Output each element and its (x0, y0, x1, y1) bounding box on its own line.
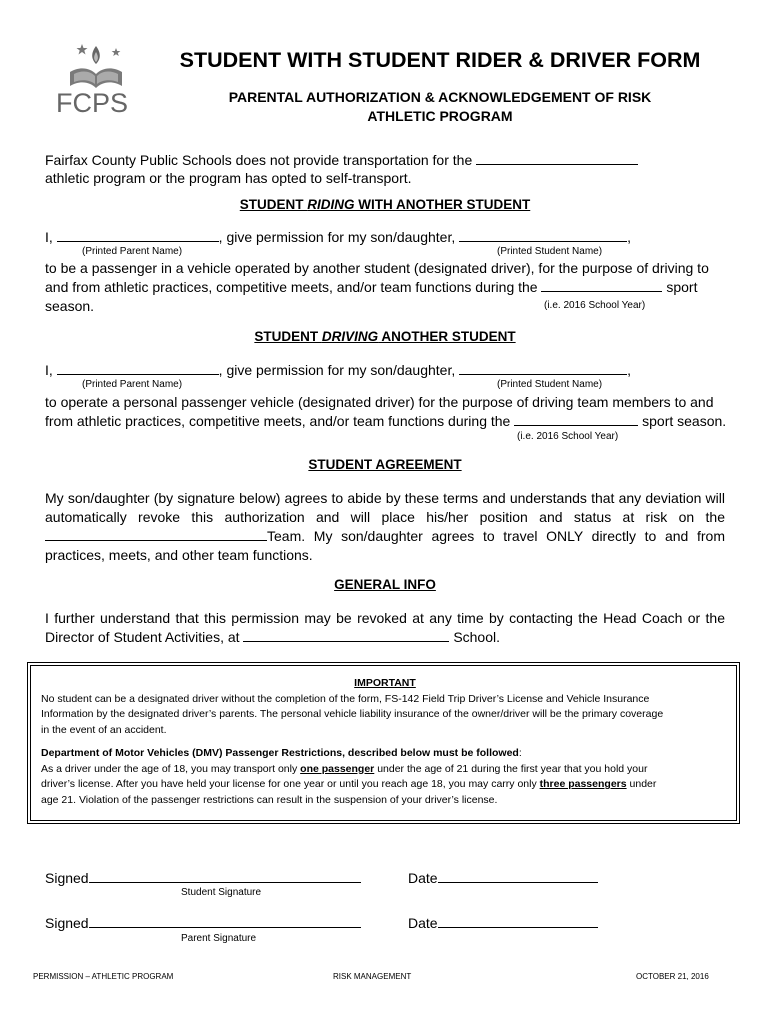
agreement-heading: STUDENT AGREEMENT (308, 457, 462, 472)
important-p2-line-3: age 21. Violation of the passenger restrictions can result in the suspension of your driver’s license. (41, 793, 498, 806)
driving-line-1: to operate a personal passenger vehicle (designated driver) for the purpose of driving team members to and (45, 394, 714, 410)
important-box (30, 665, 737, 821)
driving-parent-name-field[interactable] (57, 361, 219, 375)
driving-heading-pre: STUDENT (254, 329, 322, 344)
important-heading: IMPORTANT (354, 677, 416, 689)
p2-line-1-pre: As a driver under the age of 18, you may transport only (41, 762, 301, 775)
riding-student-name-label: (Printed Student Name) (497, 246, 603, 257)
form-title: STUDENT WITH STUDENT RIDER & DRIVER FORM (179, 48, 701, 72)
important-p2-line-2 (41, 777, 729, 793)
school-word: School. (453, 629, 501, 645)
driving-heading-post: ANOTHER STUDENT (378, 329, 516, 344)
riding-heading-em: RIDING (307, 197, 355, 212)
student-signature-label: Student Signature (181, 887, 262, 898)
sport-season-word: sport season. (642, 413, 727, 429)
riding-heading-post: WITH ANOTHER STUDENT (354, 197, 531, 212)
general-line-2-pre: Director of Student Activities, at (45, 629, 240, 645)
intro-line-1 (45, 151, 638, 170)
important-p2-line-1 (41, 762, 729, 778)
driving-permission-line (45, 361, 631, 380)
agreement-line-2: automatically revoke this authorization and will place his/her position and status at risk on the (45, 509, 725, 525)
driving-sport-field[interactable] (514, 412, 638, 426)
p2-line-2-pre: driver’s license. After you have held your license for one year or until you reach age 18, you may carry only (41, 778, 540, 790)
team-name-field[interactable] (45, 527, 267, 541)
i-label: I, (45, 362, 53, 378)
dmv-colon: : (518, 747, 522, 759)
riding-student-name-field[interactable] (459, 228, 627, 242)
important-p1-line-1: No student can be a designated driver without the completion of the form, FS-142 Field Trip Driver’s License and Vehicle Insurance (41, 692, 650, 705)
p2-line-2-post: under (626, 778, 657, 790)
p2-line-1-post: under the age of 21 during the first year that you hold your (374, 762, 648, 775)
parent-date-field[interactable] (438, 914, 598, 928)
comma: , (627, 229, 632, 245)
dmv-heading-line (41, 746, 729, 762)
footer-center: RISK MANAGEMENT (333, 972, 412, 981)
student-date-field[interactable] (438, 869, 598, 883)
general-heading: GENERAL INFO (334, 577, 436, 592)
parent-signature-field[interactable] (89, 914, 361, 928)
general-line-2 (45, 628, 500, 647)
agreement-line-1: My son/daughter (by signature below) agrees to abide by these terms and understands that any deviation will (45, 490, 725, 506)
sport-word: sport (666, 279, 698, 295)
parent-signature-row (45, 914, 361, 933)
one-passenger-emphasis: one passenger (300, 762, 375, 775)
driving-student-name-field[interactable] (459, 361, 627, 375)
riding-permission-line (45, 228, 631, 247)
driving-line-2 (45, 412, 726, 431)
date-label: Date (408, 915, 438, 931)
footer-right: OCTOBER 21, 2016 (636, 972, 709, 981)
give-permission-text: , give permission for my son/daughter, (218, 362, 456, 378)
agreement-line-4: practices, meets, and other team functions. (45, 547, 313, 563)
parent-date-row (408, 914, 598, 933)
riding-heading (0, 197, 770, 212)
form-subtitle (160, 88, 720, 126)
riding-line-2 (45, 278, 697, 297)
agreement-line-3-text: Team. My son/daughter agrees to travel ONLY directly to and from (267, 528, 725, 544)
comma: , (627, 362, 632, 378)
give-permission-text: , give permission for my son/daughter, (218, 229, 456, 245)
riding-sport-field[interactable] (541, 278, 662, 292)
subtitle-line-2: ATHLETIC PROGRAM (367, 108, 513, 124)
signed-label: Signed (45, 870, 89, 886)
three-passengers-emphasis: three passengers (539, 778, 627, 790)
fcps-logo (52, 38, 142, 118)
intro-text: Fairfax County Public Schools does not provide transportation for the (45, 152, 473, 168)
driving-year-label: (i.e. 2016 School Year) (517, 431, 619, 442)
riding-year-label: (i.e. 2016 School Year) (544, 300, 646, 311)
riding-line-1: to be a passenger in a vehicle operated by another student (designated driver), for the purpose of driving to (45, 260, 709, 276)
driving-parent-name-label: (Printed Parent Name) (82, 379, 183, 390)
riding-season: season. (45, 298, 95, 314)
important-p1-line-3: in the event of an accident. (41, 723, 167, 736)
logo-text: FCPS (56, 88, 129, 118)
student-date-row (408, 869, 598, 888)
school-name-field[interactable] (243, 628, 449, 642)
program-name-field[interactable] (476, 151, 638, 165)
riding-parent-name-field[interactable] (57, 228, 219, 242)
riding-parent-name-label: (Printed Parent Name) (82, 246, 183, 257)
date-label: Date (408, 870, 438, 886)
riding-heading-pre: STUDENT (239, 197, 308, 212)
parent-signature-label: Parent Signature (181, 933, 257, 944)
footer-left: PERMISSION – ATHLETIC PROGRAM (33, 972, 174, 981)
riding-line-2-text: and from athletic practices, competitive meets, and/or team functions during the (45, 279, 538, 295)
driving-heading (0, 329, 770, 344)
i-label: I, (45, 229, 53, 245)
dmv-heading: Department of Motor Vehicles (DMV) Passenger Restrictions, described below must be followed (41, 747, 519, 759)
student-signature-row (45, 869, 361, 888)
driving-student-name-label: (Printed Student Name) (497, 379, 603, 390)
signed-label: Signed (45, 915, 89, 931)
driving-heading-em: DRIVING (321, 329, 379, 344)
general-line-1: I further understand that this permission may be revoked at any time by contacting the Head Coach or the (45, 610, 725, 626)
driving-line-2-text: from athletic practices, competitive meets, and/or team functions during the (45, 413, 511, 429)
agreement-line-3 (45, 527, 725, 546)
important-p1-line-2: Information by the designated driver’s parents. The personal vehicle liability insurance of the owner/driver will be the primary coverage (41, 708, 664, 720)
student-signature-field[interactable] (89, 869, 361, 883)
intro-line-2: athletic program or the program has opted to self-transport. (45, 170, 412, 186)
subtitle-line-1: PARENTAL AUTHORIZATION & ACKNOWLEDGEMENT OF RISK (228, 89, 652, 105)
